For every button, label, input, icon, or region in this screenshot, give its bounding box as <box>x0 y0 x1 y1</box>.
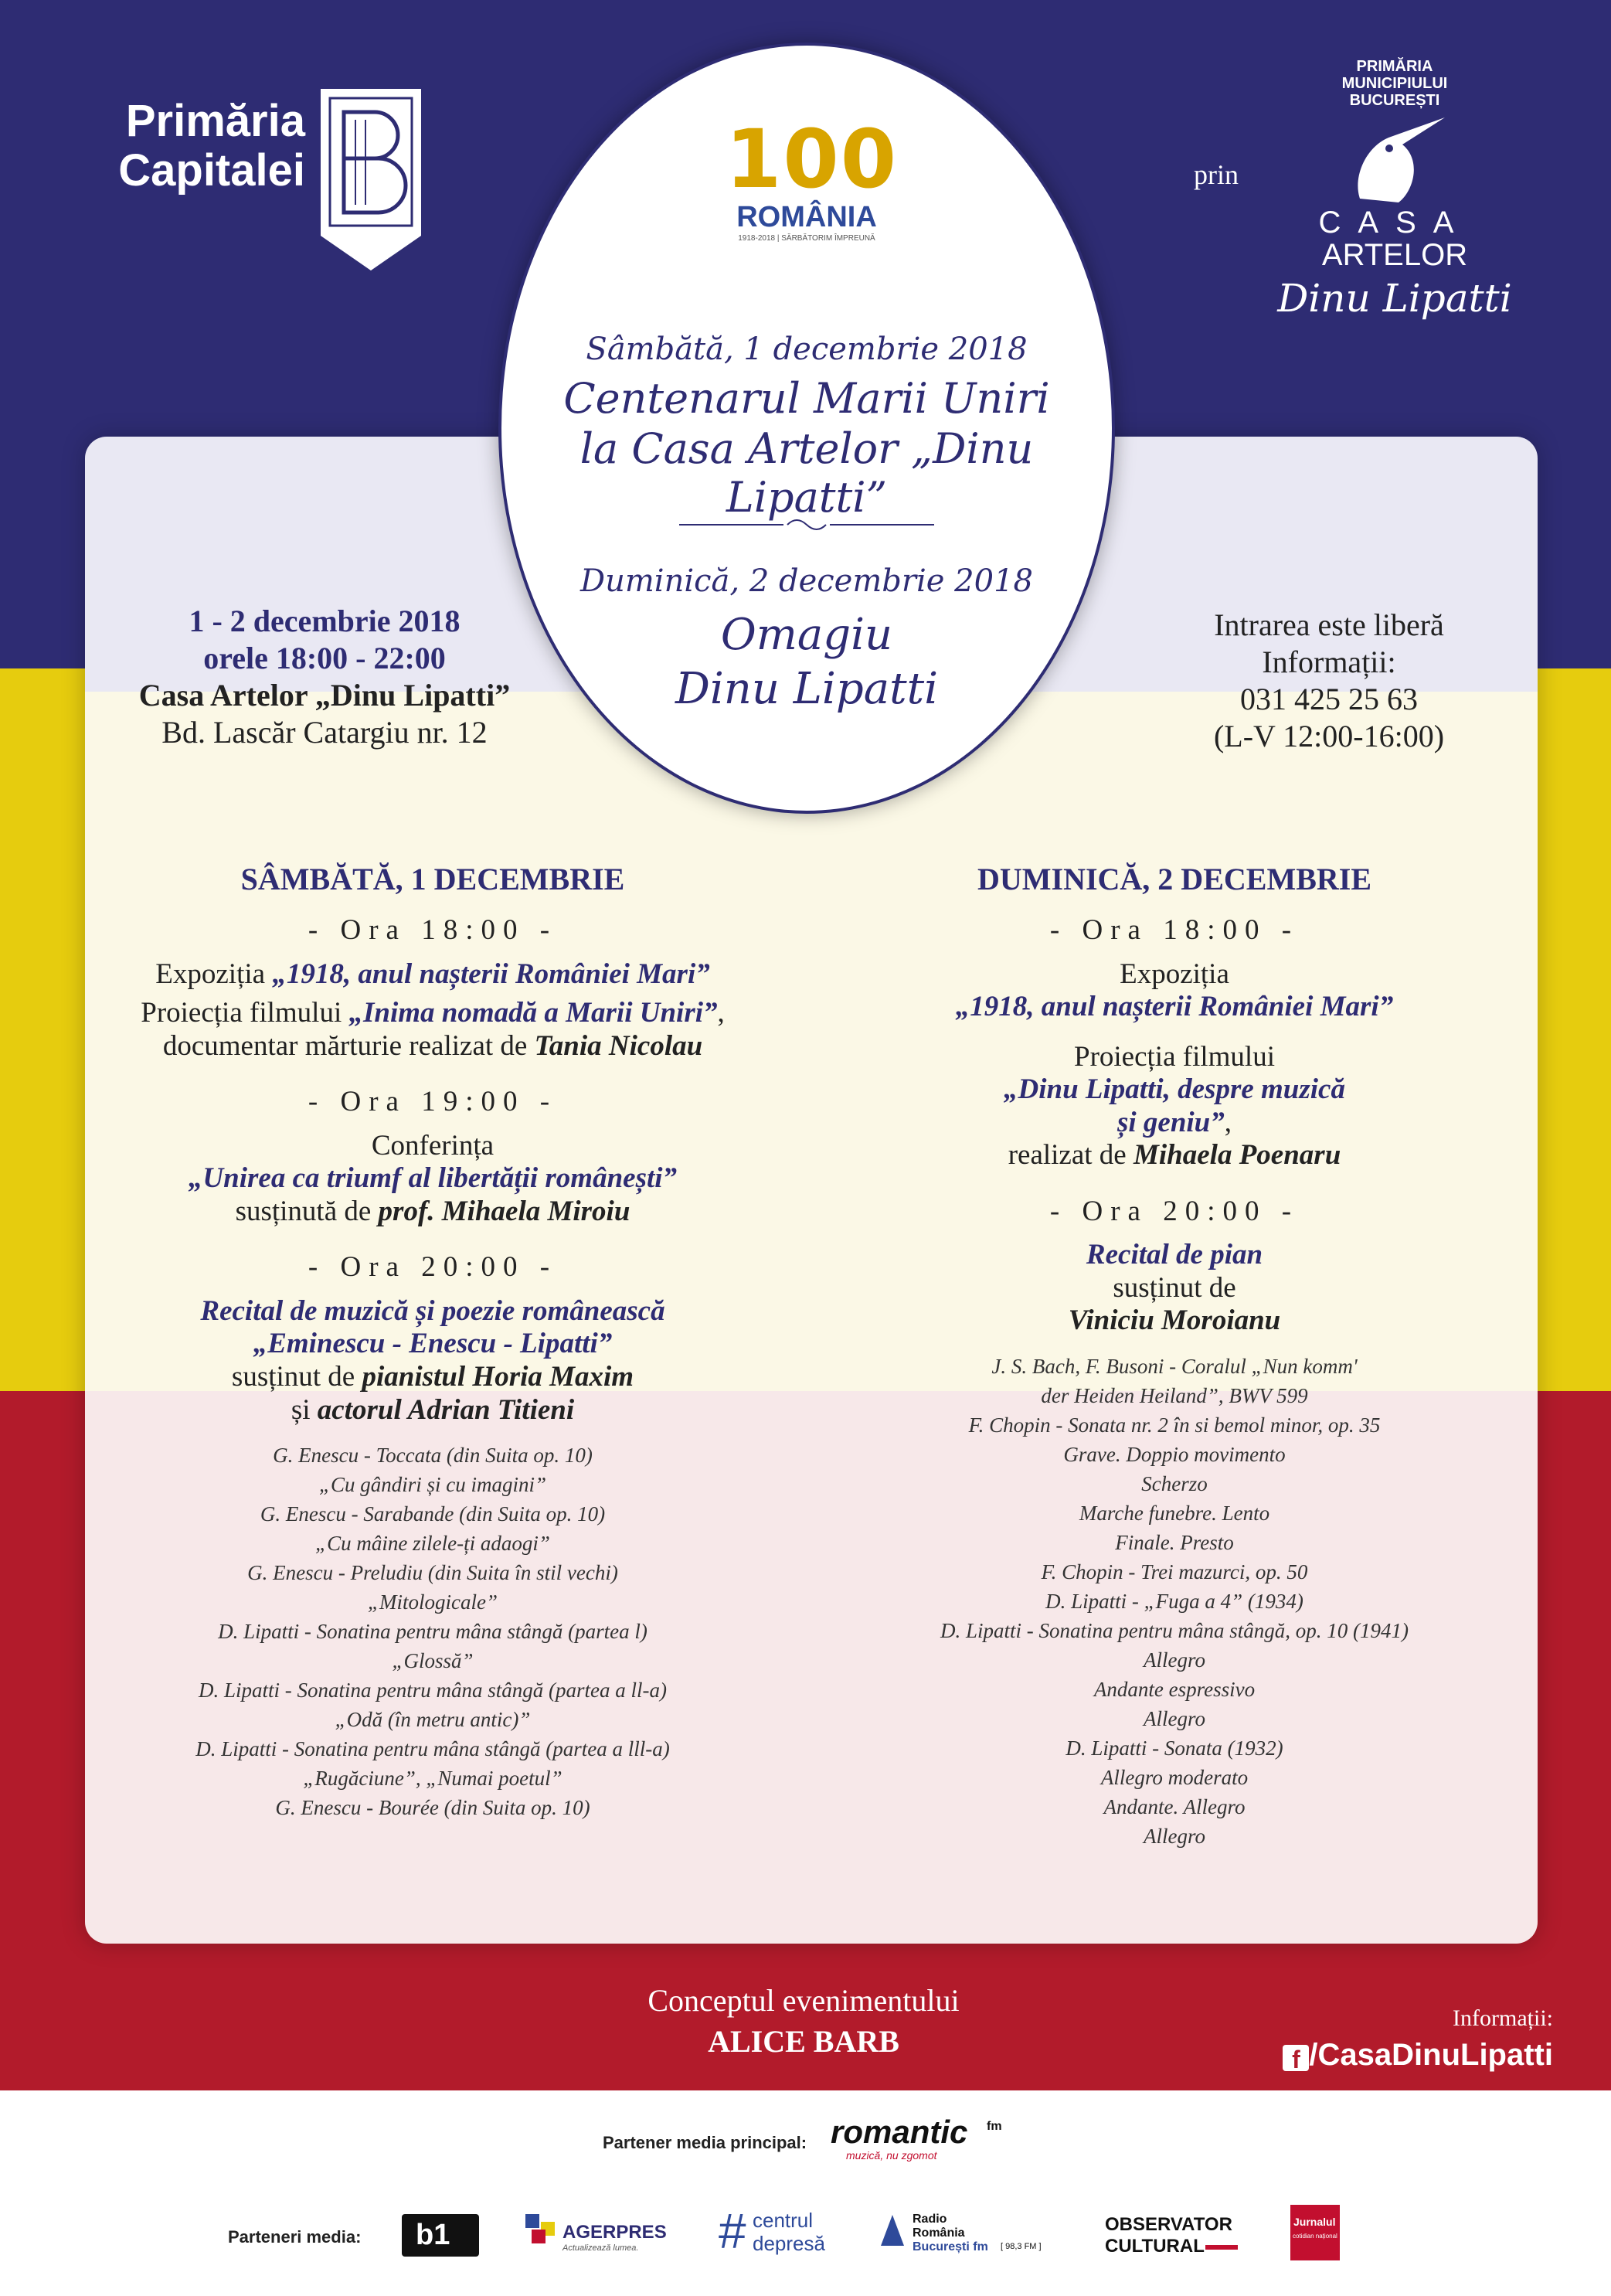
program-item: Allegro moderato <box>1100 1766 1249 1790</box>
b1-logo: b1 <box>402 2214 479 2257</box>
centenary-number: 100 <box>726 112 899 206</box>
saturday-recital-title2: „Eminescu - Enescu - Lipatti” <box>253 1328 613 1360</box>
sunday-expo-prefix: Expoziția <box>1120 958 1229 990</box>
prin-text: prin <box>1194 159 1239 190</box>
saturday-conference-label: Conferința <box>371 1129 495 1162</box>
observator-cultural-logo: OBSERVATOR CULTURAL <box>1105 2214 1259 2260</box>
jurnalul-national-logo: Jurnalul cotidian național <box>1290 2205 1340 2260</box>
program-item: G. Enescu - Toccata (din Suita op. 10) <box>273 1444 593 1468</box>
program-item: Finale. Presto <box>1115 1531 1234 1555</box>
day2-title-line2: Dinu Lipatti <box>675 664 938 714</box>
program-item: G. Enescu - Bourée (din Suita op. 10) <box>275 1796 590 1820</box>
program-item: G. Enescu - Sarabande (din Suita op. 10) <box>260 1502 606 1526</box>
romantic-fm: fm <box>987 2120 1002 2133</box>
right-logo-line3: BUCUREȘTI <box>1349 92 1440 109</box>
sunday-expo-title: „1918, anul nașterii României Mari” <box>955 991 1394 1023</box>
sunday-recital-title: Recital de pian <box>1086 1239 1263 1271</box>
program-item: „Odă (în metru antic)” <box>335 1708 531 1732</box>
right-logo-line1: PRIMĂRIA <box>1356 58 1433 75</box>
day2-title-line1: Omagiu <box>720 610 893 660</box>
sunday-film-prefix: Proiecția filmului <box>1074 1040 1275 1073</box>
concept-block <box>495 1982 1113 2060</box>
day2-date: Duminică, 2 decembrie 2018 <box>580 563 1033 599</box>
phone-schedule: (L-V 12:00-16:00) <box>1213 719 1445 753</box>
sunday-column <box>827 862 1522 1851</box>
program-item: Allegro <box>1144 1648 1205 1672</box>
program-item: Allegro <box>1144 1707 1205 1731</box>
casa-text: CASA <box>1318 206 1471 240</box>
centenary-tagline: 1918-2018 | SĂRBĂTORIM ÎMPREUNĂ <box>738 234 875 243</box>
program-item: D. Lipatti - Sonatina pentru mâna stângă, op. 10 (1941) <box>940 1619 1409 1643</box>
program-item: „Mitologicale” <box>368 1590 498 1614</box>
dinu-lipatti-signature: Dinu Lipatti <box>1277 276 1512 321</box>
program-item: Andante espressivo <box>1093 1678 1256 1702</box>
saturday-expo-title: „1918, anul nașterii României Mari” <box>272 958 710 990</box>
program-item: „Cu gândiri și cu imagini” <box>318 1473 547 1497</box>
phone-number: 031 425 25 63 <box>1240 682 1418 716</box>
concept-label: Conceptul evenimentului <box>647 1983 960 2018</box>
saturday-heading: SÂMBĂTĂ, 1 DECEMBRIE <box>240 862 625 896</box>
radio-romania-bucuresti-logo: Radio România București fm [ 98,3 FM ] <box>877 2206 1078 2260</box>
saturday-expo-prefix: Expoziția <box>155 958 266 990</box>
saturday-film-suffix: , <box>717 997 725 1029</box>
romantic-fm-logo <box>831 2114 1008 2160</box>
sunday-film-note: realizat de <box>1008 1139 1127 1172</box>
program-item: „Glossă” <box>392 1649 474 1673</box>
event-address: Bd. Lascăr Catargiu nr. 12 <box>161 715 488 750</box>
building-b-emblem-icon <box>321 89 421 270</box>
saturday-program-list <box>85 1441 780 1822</box>
primaria-capitalei-logo <box>73 97 429 290</box>
sunday-film-title2: și geniu” <box>1116 1106 1225 1138</box>
saturday-column <box>85 862 780 1822</box>
program-item: D. Lipatti - Sonatina pentru mâna stângă (partea a ll-a) <box>199 1679 667 1702</box>
facebook-handle: /CasaDinuLipatti <box>1309 2038 1553 2072</box>
program-item: F. Chopin - Sonata nr. 2 în si bemol minor, op. 35 <box>968 1413 1381 1437</box>
program-item: Marche funebre. Lento <box>1079 1502 1270 1526</box>
casa-artelor-logo <box>1267 58 1522 367</box>
sunday-recital-performer: Viniciu Moroianu <box>1068 1304 1281 1337</box>
sunday-film-author: Mihaela Poenaru <box>1133 1139 1341 1172</box>
artelor-text: ARTELOR <box>1321 238 1468 272</box>
program-item: G. Enescu - Preludiu (din Suita în stil vechi) <box>247 1561 618 1585</box>
saturday-recital-performer1: pianistul Horia Maxim <box>362 1361 634 1393</box>
program-item: D. Lipatti - „Fuga a 4” (1934) <box>1045 1590 1303 1614</box>
event-venue: Casa Artelor „Dinu Lipatti” <box>138 678 511 713</box>
centenary-country: ROMÂNIA <box>736 201 877 233</box>
entry-text: Intrarea este liberă <box>1214 607 1444 642</box>
centenary-logo <box>726 112 899 243</box>
program-item: D. Lipatti - Sonatina pentru mâna stângă (partea a lll-a) <box>195 1737 670 1761</box>
facebook-icon: f <box>1283 2045 1309 2071</box>
saturday-recital-and: și <box>291 1393 311 1426</box>
program-item: Andante. Allegro <box>1103 1795 1246 1819</box>
program-item: F. Chopin - Trei mazurci, op. 50 <box>1041 1560 1308 1584</box>
day1-title-line1: Centenarul Marii Uniri <box>563 374 1050 423</box>
program-item: „Rugăciune”, „Numai poetul” <box>303 1767 562 1791</box>
program-item: D. Lipatti - Sonata (1932) <box>1066 1736 1283 1760</box>
saturday-film-author: Tania Nicolau <box>534 1029 703 1062</box>
program-item: D. Lipatti - Sonatina pentru mâna stângă (partea l) <box>218 1620 647 1644</box>
saturday-film-prefix: Proiecția filmului <box>141 997 342 1029</box>
agerpres-logo: AGERPRES Actualizează lumea. <box>525 2206 680 2260</box>
footer-info-label: Informații: <box>1453 2005 1553 2031</box>
sunday-film-title1: „Dinu Lipatti, despre muzică <box>1004 1073 1345 1106</box>
program-item: Allegro <box>1144 1825 1205 1849</box>
event-info-right <box>1113 607 1545 755</box>
saturday-conference-title: „Unirea ca triumf al libertății românești” <box>188 1162 678 1195</box>
sunday-slot2-time: - Ora 20:00 - <box>1049 1195 1300 1227</box>
ornament-divider <box>679 517 934 532</box>
sunday-program-list <box>827 1352 1522 1851</box>
saturday-slot3-time: - Ora 20:00 - <box>308 1251 558 1284</box>
event-dates: 1 - 2 decembrie 2018 <box>189 604 461 638</box>
media-partners-label: Parteneri media: <box>228 2227 362 2247</box>
day1-date: Sâmbătă, 1 decembrie 2018 <box>586 332 1028 367</box>
title-ellipse <box>498 43 1115 814</box>
event-hours: orele 18:00 - 22:00 <box>203 641 446 675</box>
saturday-recital-performer2: actorul Adrian Titieni <box>317 1393 575 1426</box>
sunday-heading: DUMINICĂ, 2 DECEMBRIE <box>977 862 1372 896</box>
logo-line2: Capitalei <box>118 145 305 196</box>
saturday-film-title: „Inima nomadă a Marii Uniri” <box>348 997 718 1029</box>
sunday-slot1-time: - Ora 18:00 - <box>1049 914 1300 946</box>
info-label: Informații: <box>1262 645 1396 679</box>
sunday-film-suffix: , <box>1224 1106 1232 1138</box>
unicorn-emblem-icon <box>1329 114 1460 206</box>
program-item: „Cu mâine zilele-ți adaogi” <box>315 1532 550 1556</box>
program-item: Grave. Doppio movimento <box>1063 1443 1286 1467</box>
concept-name: ALICE BARB <box>708 2024 899 2059</box>
saturday-conference-by: susținută de <box>235 1195 372 1227</box>
facebook-link[interactable] <box>1252 2038 1553 2073</box>
romantic-text: romantic <box>831 2114 968 2150</box>
partners-section <box>0 2090 1611 2296</box>
day1-title-line2: la Casa Artelor „Dinu Lipatti” <box>579 424 1034 522</box>
saturday-recital-title1: Recital de muzică și poezie românească <box>200 1294 665 1327</box>
event-info-left <box>93 603 556 751</box>
program-item: Scherzo <box>1141 1472 1208 1496</box>
right-logo-line2: MUNICIPIULUI <box>1341 75 1448 92</box>
saturday-slot2-time: - Ora 19:00 - <box>308 1086 558 1118</box>
facebook-block <box>1252 2005 1553 2073</box>
centrul-de-presa-logo: # centrul depresă <box>719 2203 825 2259</box>
logo-line1: Primăria <box>125 96 305 146</box>
main-partner-label: Partener media principal: <box>603 2133 807 2152</box>
saturday-recital-by: susținut de <box>231 1361 355 1393</box>
saturday-conference-speaker: prof. Mihaela Miroiu <box>378 1195 630 1227</box>
program-item: der Heiden Heiland”, BWV 599 <box>1041 1384 1308 1408</box>
romantic-tagline: muzică, nu zgomot <box>846 2149 937 2162</box>
sunday-recital-by: susținut de <box>1113 1271 1236 1304</box>
saturday-film-note: documentar mărturie realizat de <box>162 1029 528 1062</box>
program-item: J. S. Bach, F. Busoni - Coralul „Nun komm' <box>991 1355 1358 1379</box>
saturday-slot1-time: - Ora 18:00 - <box>308 914 558 946</box>
